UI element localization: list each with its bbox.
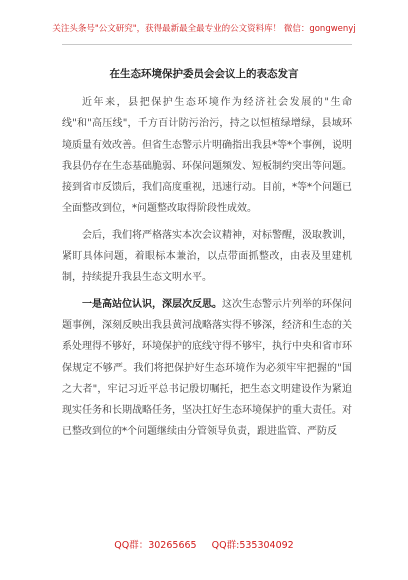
paragraph-text: 会后，我们将严格落实本次会议精神，对标警醒，汲取教训，紧盯具体问题，着眼标本兼治，以点带面抓整改，由表及里建机制，持续提升我县生态文明水平。	[62, 229, 352, 284]
paragraph	[62, 92, 352, 220]
document-title: 在生态环境保护委员会会议上的表态发言	[109, 68, 299, 80]
footer-note: QQ群：30265665 QQ群:535304092	[114, 540, 294, 551]
paragraph-text: 近年来，县把保护生态环境作为经济社会发展的"生命线"和"高压线"，千方百计防污治污，持之以恒植绿增绿，县域环境质量有效改善。但省生态警示片明确指出我县*等*个事例，说明我县仍存在生态基础脆弱、环保问题频发、短板制约突出等问题。接到省市反馈后，我们高度重视，迅速行动。目前，*等*个问题已全面整改到位，*问题整改取得阶段性成效。	[62, 97, 352, 215]
paragraph	[62, 294, 352, 443]
paragraph	[62, 225, 352, 289]
paragraph-text: 这次生态警示片列举的环保问题事例，深刻反映出我县黄河战略落实得不够深，经济和生态的关系处理得不够好，环境保护的底线守得不够牢，执行中央和省市环保规定不够严。我们将把保护好生态环境作为必须牢牢把握的"国之大者"，牢记习近平总书记殷切嘱托，把生态文明建设作为紧迫现实任务和长期战略任务，坚决扛好生态环境保护的重大责任。对已整改到位的*个问题继续由分管领导负责，跟进监管、严防反	[62, 298, 352, 438]
document-body	[62, 92, 352, 443]
header-note: 关注头条号"公文研究"，获得最新最全最专业的公文资料库！ 微信：gongwenyj	[52, 24, 356, 34]
header-divider	[62, 44, 352, 45]
paragraph-lead: 一是高站位认识，深层次反思。	[82, 298, 222, 310]
